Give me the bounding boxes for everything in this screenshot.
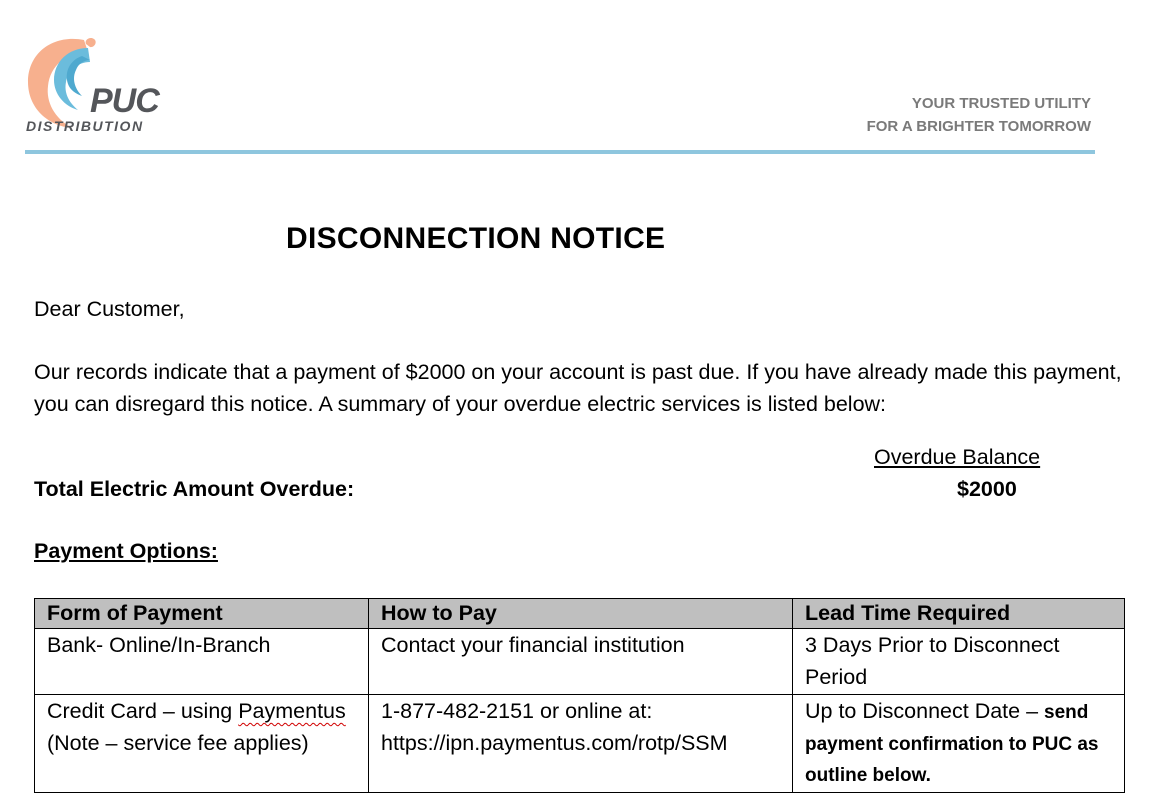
cell-form-credit-card <box>35 695 369 793</box>
paymentus-phone: 1-877-482-2151 or online at: <box>381 699 653 723</box>
overdue-balance-header: Overdue Balance <box>874 445 1041 469</box>
tagline-line-2: FOR A BRIGHTER TOMORROW <box>866 118 1091 135</box>
logo-distribution-text: DISTRIBUTION <box>26 118 144 134</box>
lead-time-note: send payment confirmation to PUC as outline below. <box>805 702 1099 786</box>
cell-lead-credit-card <box>793 695 1125 793</box>
cell-form-bank: Bank- Online/In-Branch <box>35 629 369 695</box>
table-row <box>35 695 1125 793</box>
summary-paragraph: Our records indicate that a payment of $2000 on your account is past due. If you have already made this payment, you can disregard this notice. A summary of your overdue electric services is listed below: <box>34 360 1122 416</box>
cell-how-bank: Contact your financial institution <box>369 629 793 695</box>
header-divider <box>25 150 1095 154</box>
notice-title: DISCONNECTION NOTICE <box>286 222 666 255</box>
cell-lead-bank: 3 Days Prior to Disconnect Period <box>793 629 1125 695</box>
lead-time-main: Up to Disconnect Date – <box>805 699 1045 723</box>
table-header-row <box>35 599 1125 629</box>
paymentus-url: https://ipn.paymentus.com/rotp/SSM <box>381 730 728 755</box>
logo-puc-text: PUC <box>90 82 159 120</box>
payment-options-heading: Payment Options: <box>34 539 218 563</box>
header-how-to-pay: How to Pay <box>369 599 793 629</box>
total-overdue-label: Total Electric Amount Overdue: <box>34 477 355 501</box>
service-fee-note: (Note – service fee applies) <box>47 730 309 755</box>
table-row <box>35 629 1125 695</box>
payment-options-table <box>34 598 1125 793</box>
cell-how-credit-card <box>369 695 793 793</box>
header-form-of-payment: Form of Payment <box>35 599 369 629</box>
header-lead-time: Lead Time Required <box>793 599 1125 629</box>
greeting: Dear Customer, <box>34 297 185 321</box>
puc-logo <box>24 30 169 138</box>
spellcheck-flagged-word: Paymentus <box>238 699 346 723</box>
company-tagline <box>867 92 1091 138</box>
credit-card-text: Credit Card – using <box>47 699 239 723</box>
total-overdue-value: $2000 <box>957 477 1017 501</box>
tagline-line-1: YOUR TRUSTED UTILITY <box>911 95 1091 112</box>
